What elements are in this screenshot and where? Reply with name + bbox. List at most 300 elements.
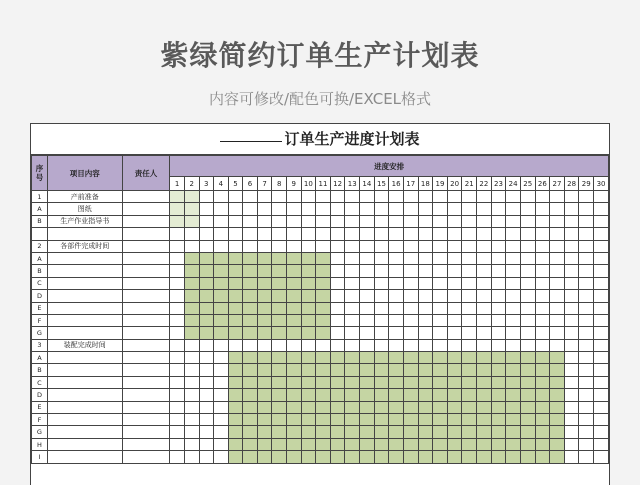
progress-bar-cell[interactable] (257, 438, 272, 450)
day-cell[interactable] (594, 352, 609, 364)
cell-owner[interactable] (122, 252, 170, 264)
progress-bar-cell[interactable] (184, 277, 199, 289)
progress-bar-cell[interactable] (184, 265, 199, 277)
day-cell[interactable] (389, 265, 404, 277)
progress-bar-cell[interactable] (199, 290, 214, 302)
progress-bar-cell[interactable] (286, 414, 301, 426)
day-cell[interactable] (594, 438, 609, 450)
progress-bar-cell[interactable] (286, 376, 301, 388)
progress-bar-cell[interactable] (330, 364, 345, 376)
day-cell[interactable] (462, 240, 477, 252)
progress-bar-cell[interactable] (447, 451, 462, 463)
day-cell[interactable] (214, 215, 229, 227)
day-cell[interactable] (433, 228, 448, 240)
day-cell[interactable] (491, 339, 506, 351)
progress-bar-cell[interactable] (345, 376, 360, 388)
day-cell[interactable] (477, 290, 492, 302)
day-cell[interactable] (579, 203, 594, 215)
progress-bar-cell[interactable] (214, 265, 229, 277)
day-cell[interactable] (462, 203, 477, 215)
day-cell[interactable] (170, 265, 185, 277)
day-cell[interactable] (170, 290, 185, 302)
day-cell[interactable] (184, 438, 199, 450)
cell-item[interactable]: 图纸 (47, 203, 122, 215)
progress-bar-cell[interactable] (316, 314, 331, 326)
day-cell[interactable] (564, 314, 579, 326)
progress-bar-cell[interactable] (301, 290, 316, 302)
day-cell[interactable] (389, 240, 404, 252)
progress-bar-cell[interactable] (433, 401, 448, 413)
progress-bar-cell[interactable] (228, 401, 243, 413)
day-cell[interactable] (491, 252, 506, 264)
progress-bar-cell[interactable] (374, 401, 389, 413)
day-cell[interactable] (535, 327, 550, 339)
progress-bar-cell[interactable] (301, 364, 316, 376)
cell-item[interactable] (47, 376, 122, 388)
day-cell[interactable] (477, 302, 492, 314)
day-cell[interactable] (214, 240, 229, 252)
cell-owner[interactable] (122, 290, 170, 302)
day-cell[interactable] (345, 203, 360, 215)
day-cell[interactable] (594, 389, 609, 401)
day-cell[interactable] (214, 414, 229, 426)
day-cell[interactable] (579, 191, 594, 203)
day-cell[interactable] (360, 265, 375, 277)
progress-bar-cell[interactable] (330, 352, 345, 364)
progress-bar-cell[interactable] (491, 426, 506, 438)
day-cell[interactable] (520, 240, 535, 252)
cell-item[interactable] (47, 290, 122, 302)
day-cell[interactable] (389, 339, 404, 351)
progress-bar-cell[interactable] (403, 451, 418, 463)
progress-bar-cell[interactable] (360, 376, 375, 388)
day-cell[interactable] (477, 203, 492, 215)
day-cell[interactable] (214, 376, 229, 388)
day-cell[interactable] (418, 191, 433, 203)
day-cell[interactable] (374, 327, 389, 339)
day-cell[interactable] (579, 376, 594, 388)
progress-bar-cell[interactable] (272, 426, 287, 438)
day-cell[interactable] (330, 252, 345, 264)
progress-bar-cell[interactable] (243, 252, 258, 264)
day-cell[interactable] (214, 438, 229, 450)
day-cell[interactable] (447, 203, 462, 215)
progress-bar-cell[interactable] (228, 352, 243, 364)
progress-bar-cell[interactable] (360, 438, 375, 450)
day-cell[interactable] (418, 215, 433, 227)
day-cell[interactable] (418, 302, 433, 314)
day-cell[interactable] (170, 364, 185, 376)
day-cell[interactable] (579, 314, 594, 326)
cell-owner[interactable] (122, 314, 170, 326)
progress-bar-cell[interactable] (491, 438, 506, 450)
day-cell[interactable] (564, 252, 579, 264)
day-cell[interactable] (579, 228, 594, 240)
day-cell[interactable] (214, 352, 229, 364)
cell-item[interactable] (47, 327, 122, 339)
day-cell[interactable] (594, 203, 609, 215)
progress-bar-cell[interactable] (477, 414, 492, 426)
day-cell[interactable] (520, 302, 535, 314)
cell-owner[interactable] (122, 203, 170, 215)
progress-bar-cell[interactable] (520, 401, 535, 413)
progress-bar-cell[interactable] (520, 451, 535, 463)
day-cell[interactable] (286, 240, 301, 252)
progress-bar-cell[interactable] (403, 414, 418, 426)
day-cell[interactable] (491, 314, 506, 326)
day-cell[interactable] (477, 265, 492, 277)
day-cell[interactable] (579, 240, 594, 252)
progress-bar-cell[interactable] (418, 438, 433, 450)
progress-bar-cell[interactable] (418, 376, 433, 388)
progress-bar-cell[interactable] (447, 389, 462, 401)
progress-bar-cell[interactable] (228, 252, 243, 264)
day-cell[interactable] (214, 228, 229, 240)
progress-bar-cell[interactable] (184, 327, 199, 339)
progress-bar-cell[interactable] (433, 426, 448, 438)
day-cell[interactable] (243, 339, 258, 351)
progress-bar-cell[interactable] (360, 401, 375, 413)
day-cell[interactable] (301, 203, 316, 215)
day-cell[interactable] (594, 426, 609, 438)
progress-bar-cell[interactable] (257, 265, 272, 277)
day-cell[interactable] (550, 203, 565, 215)
day-cell[interactable] (594, 191, 609, 203)
progress-bar-cell[interactable] (506, 451, 521, 463)
day-cell[interactable] (345, 265, 360, 277)
progress-bar-cell[interactable] (477, 389, 492, 401)
day-cell[interactable] (433, 252, 448, 264)
progress-bar-cell[interactable] (462, 401, 477, 413)
day-cell[interactable] (257, 339, 272, 351)
cell-seq[interactable]: A (32, 252, 48, 264)
progress-bar-cell[interactable] (462, 389, 477, 401)
day-cell[interactable] (330, 290, 345, 302)
progress-bar-cell[interactable] (462, 352, 477, 364)
cell-seq[interactable] (32, 228, 48, 240)
day-cell[interactable] (316, 339, 331, 351)
day-cell[interactable] (389, 290, 404, 302)
day-cell[interactable] (330, 191, 345, 203)
day-cell[interactable] (170, 389, 185, 401)
day-cell[interactable] (389, 302, 404, 314)
day-cell[interactable] (403, 314, 418, 326)
day-cell[interactable] (257, 240, 272, 252)
day-cell[interactable] (447, 252, 462, 264)
day-cell[interactable] (316, 191, 331, 203)
progress-bar-cell[interactable] (257, 414, 272, 426)
progress-bar-cell[interactable] (272, 389, 287, 401)
day-cell[interactable] (579, 327, 594, 339)
progress-bar-cell[interactable] (316, 438, 331, 450)
progress-bar-cell[interactable] (506, 438, 521, 450)
progress-bar-cell[interactable] (199, 277, 214, 289)
day-cell[interactable] (389, 327, 404, 339)
progress-bar-cell[interactable] (506, 364, 521, 376)
day-cell[interactable] (550, 228, 565, 240)
day-cell[interactable] (433, 302, 448, 314)
day-cell[interactable] (447, 302, 462, 314)
day-cell[interactable] (594, 290, 609, 302)
progress-bar-cell[interactable] (316, 426, 331, 438)
day-cell[interactable] (199, 389, 214, 401)
day-cell[interactable] (579, 252, 594, 264)
day-cell[interactable] (360, 277, 375, 289)
day-cell[interactable] (564, 451, 579, 463)
day-cell[interactable] (550, 339, 565, 351)
progress-bar-cell[interactable] (243, 438, 258, 450)
day-cell[interactable] (184, 364, 199, 376)
day-cell[interactable] (360, 327, 375, 339)
day-cell[interactable] (360, 339, 375, 351)
day-cell[interactable] (579, 438, 594, 450)
day-cell[interactable] (374, 240, 389, 252)
day-cell[interactable] (214, 191, 229, 203)
day-cell[interactable] (579, 339, 594, 351)
day-cell[interactable] (491, 228, 506, 240)
progress-bar-cell[interactable] (316, 302, 331, 314)
day-cell[interactable] (594, 339, 609, 351)
day-cell[interactable] (564, 203, 579, 215)
day-cell[interactable] (214, 451, 229, 463)
day-cell[interactable] (520, 215, 535, 227)
day-cell[interactable] (447, 228, 462, 240)
day-cell[interactable] (418, 339, 433, 351)
cell-owner[interactable] (122, 376, 170, 388)
day-cell[interactable] (477, 252, 492, 264)
cell-owner[interactable] (122, 389, 170, 401)
progress-bar-cell[interactable] (286, 277, 301, 289)
cell-item[interactable] (47, 414, 122, 426)
progress-bar-cell[interactable] (345, 451, 360, 463)
cell-owner[interactable] (122, 265, 170, 277)
progress-bar-cell[interactable] (506, 414, 521, 426)
day-cell[interactable] (506, 215, 521, 227)
day-cell[interactable] (594, 364, 609, 376)
progress-bar-cell[interactable] (550, 352, 565, 364)
progress-bar-cell[interactable] (214, 277, 229, 289)
progress-bar-cell[interactable] (374, 414, 389, 426)
progress-bar-cell[interactable] (214, 327, 229, 339)
day-cell[interactable] (506, 290, 521, 302)
day-cell[interactable] (170, 339, 185, 351)
progress-bar-cell[interactable] (184, 290, 199, 302)
progress-bar-cell[interactable] (272, 265, 287, 277)
progress-bar-cell[interactable] (477, 451, 492, 463)
day-cell[interactable] (330, 277, 345, 289)
day-cell[interactable] (477, 215, 492, 227)
progress-bar-cell[interactable] (272, 414, 287, 426)
progress-bar-cell[interactable] (228, 364, 243, 376)
progress-bar-cell[interactable] (243, 376, 258, 388)
cell-seq[interactable]: A (32, 203, 48, 215)
day-cell[interactable] (403, 203, 418, 215)
progress-bar-cell[interactable] (535, 352, 550, 364)
day-cell[interactable] (243, 191, 258, 203)
day-cell[interactable] (272, 228, 287, 240)
day-cell[interactable] (520, 314, 535, 326)
day-cell[interactable] (286, 203, 301, 215)
day-cell[interactable] (506, 203, 521, 215)
day-cell[interactable] (520, 327, 535, 339)
day-cell[interactable] (520, 290, 535, 302)
progress-bar-cell[interactable] (491, 451, 506, 463)
day-cell[interactable] (374, 203, 389, 215)
day-cell[interactable] (184, 352, 199, 364)
day-cell[interactable] (184, 451, 199, 463)
progress-bar-cell[interactable] (272, 438, 287, 450)
day-cell[interactable] (374, 191, 389, 203)
day-cell[interactable] (535, 265, 550, 277)
progress-bar-cell[interactable] (462, 438, 477, 450)
progress-bar-cell[interactable] (389, 451, 404, 463)
day-cell[interactable] (418, 277, 433, 289)
progress-bar-cell[interactable] (228, 277, 243, 289)
progress-bar-cell[interactable] (520, 376, 535, 388)
day-cell[interactable] (199, 414, 214, 426)
progress-bar-cell[interactable] (316, 414, 331, 426)
day-cell[interactable] (491, 302, 506, 314)
progress-bar-cell[interactable] (272, 327, 287, 339)
progress-bar-cell[interactable] (550, 401, 565, 413)
day-cell[interactable] (447, 265, 462, 277)
progress-bar-cell[interactable] (418, 364, 433, 376)
progress-bar-cell[interactable] (330, 438, 345, 450)
progress-bar-cell[interactable] (491, 364, 506, 376)
cell-owner[interactable] (122, 191, 170, 203)
day-cell[interactable] (243, 203, 258, 215)
day-cell[interactable] (564, 401, 579, 413)
progress-bar-cell[interactable] (272, 302, 287, 314)
day-cell[interactable] (433, 203, 448, 215)
day-cell[interactable] (170, 438, 185, 450)
progress-bar-cell[interactable] (316, 389, 331, 401)
day-cell[interactable] (389, 228, 404, 240)
progress-bar-cell[interactable] (477, 376, 492, 388)
progress-bar-cell[interactable] (286, 389, 301, 401)
progress-bar-cell[interactable] (316, 352, 331, 364)
day-cell[interactable] (228, 339, 243, 351)
day-cell[interactable] (491, 277, 506, 289)
day-cell[interactable] (594, 302, 609, 314)
progress-bar-cell[interactable] (360, 352, 375, 364)
day-cell[interactable] (594, 252, 609, 264)
progress-bar-cell[interactable] (184, 314, 199, 326)
day-cell[interactable] (418, 314, 433, 326)
progress-bar-cell[interactable] (316, 277, 331, 289)
day-cell[interactable] (214, 203, 229, 215)
day-cell[interactable] (535, 215, 550, 227)
day-cell[interactable] (579, 389, 594, 401)
progress-bar-cell[interactable] (243, 389, 258, 401)
cell-owner[interactable] (122, 228, 170, 240)
cell-seq[interactable]: G (32, 426, 48, 438)
progress-bar-cell[interactable] (550, 451, 565, 463)
day-cell[interactable] (550, 277, 565, 289)
day-cell[interactable] (257, 215, 272, 227)
progress-bar-cell[interactable] (477, 352, 492, 364)
progress-bar-cell[interactable] (535, 414, 550, 426)
progress-bar-cell[interactable] (301, 252, 316, 264)
day-cell[interactable] (550, 240, 565, 252)
day-cell[interactable] (374, 265, 389, 277)
progress-bar-cell[interactable] (257, 352, 272, 364)
progress-bar-cell[interactable] (550, 414, 565, 426)
day-cell[interactable] (462, 191, 477, 203)
progress-bar-cell[interactable] (447, 414, 462, 426)
progress-bar-cell[interactable] (272, 364, 287, 376)
day-cell[interactable] (360, 203, 375, 215)
day-cell[interactable] (360, 215, 375, 227)
cell-seq[interactable]: D (32, 290, 48, 302)
progress-bar-cell[interactable] (170, 191, 185, 203)
progress-bar-cell[interactable] (301, 426, 316, 438)
progress-bar-cell[interactable] (433, 451, 448, 463)
day-cell[interactable] (564, 228, 579, 240)
day-cell[interactable] (330, 203, 345, 215)
day-cell[interactable] (330, 314, 345, 326)
day-cell[interactable] (462, 290, 477, 302)
progress-bar-cell[interactable] (301, 401, 316, 413)
progress-bar-cell[interactable] (257, 451, 272, 463)
progress-bar-cell[interactable] (403, 438, 418, 450)
day-cell[interactable] (214, 339, 229, 351)
day-cell[interactable] (389, 314, 404, 326)
progress-bar-cell[interactable] (403, 401, 418, 413)
progress-bar-cell[interactable] (257, 314, 272, 326)
progress-bar-cell[interactable] (184, 215, 199, 227)
cell-item[interactable] (47, 426, 122, 438)
day-cell[interactable] (360, 240, 375, 252)
cell-seq[interactable]: G (32, 327, 48, 339)
progress-bar-cell[interactable] (272, 252, 287, 264)
day-cell[interactable] (506, 277, 521, 289)
day-cell[interactable] (564, 414, 579, 426)
day-cell[interactable] (579, 426, 594, 438)
day-cell[interactable] (535, 339, 550, 351)
day-cell[interactable] (579, 401, 594, 413)
progress-bar-cell[interactable] (257, 277, 272, 289)
cell-owner[interactable] (122, 451, 170, 463)
day-cell[interactable] (170, 414, 185, 426)
progress-bar-cell[interactable] (520, 426, 535, 438)
progress-bar-cell[interactable] (403, 389, 418, 401)
progress-bar-cell[interactable] (374, 376, 389, 388)
progress-bar-cell[interactable] (228, 414, 243, 426)
cell-seq[interactable]: A (32, 352, 48, 364)
progress-bar-cell[interactable] (330, 414, 345, 426)
cell-owner[interactable] (122, 339, 170, 351)
cell-owner[interactable] (122, 240, 170, 252)
day-cell[interactable] (272, 203, 287, 215)
day-cell[interactable] (594, 401, 609, 413)
day-cell[interactable] (506, 265, 521, 277)
progress-bar-cell[interactable] (301, 314, 316, 326)
progress-bar-cell[interactable] (330, 376, 345, 388)
progress-bar-cell[interactable] (389, 438, 404, 450)
day-cell[interactable] (272, 191, 287, 203)
progress-bar-cell[interactable] (389, 352, 404, 364)
day-cell[interactable] (257, 191, 272, 203)
day-cell[interactable] (184, 389, 199, 401)
day-cell[interactable] (360, 302, 375, 314)
progress-bar-cell[interactable] (520, 352, 535, 364)
progress-bar-cell[interactable] (316, 364, 331, 376)
cell-item[interactable]: 产前准备 (47, 191, 122, 203)
day-cell[interactable] (403, 252, 418, 264)
progress-bar-cell[interactable] (316, 290, 331, 302)
progress-bar-cell[interactable] (374, 389, 389, 401)
